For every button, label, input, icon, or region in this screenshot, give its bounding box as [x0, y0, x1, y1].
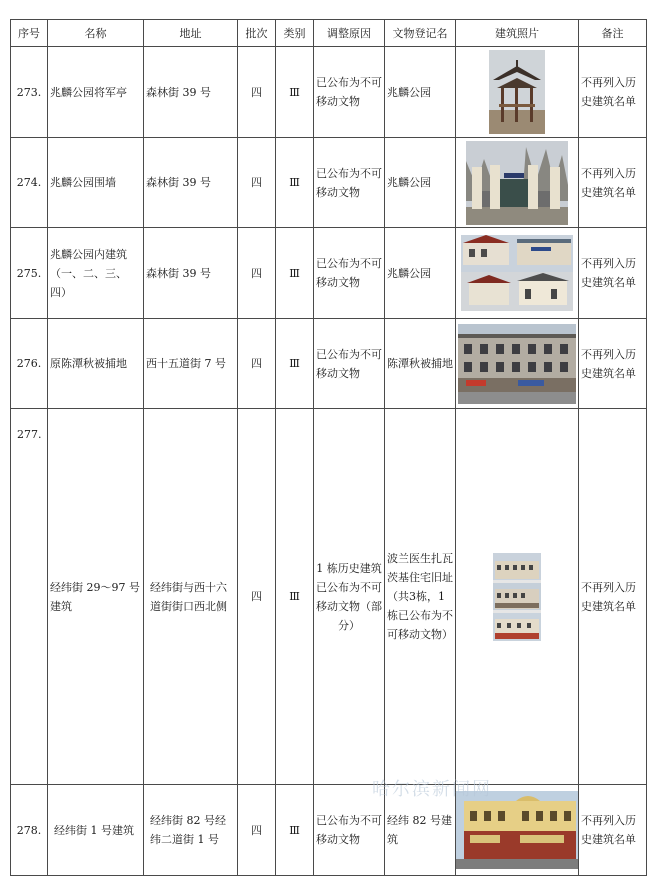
registered-name: 经纬 82 号建筑 [385, 785, 456, 876]
registered-name: 兆麟公园 [385, 138, 456, 228]
category: Ⅲ [276, 409, 314, 785]
adjust-reason: 1 栋历史建筑已公布为不可移动文物（部分） [314, 409, 385, 785]
street-buildings-photo [493, 553, 541, 641]
header-batch: 批次 [238, 20, 276, 47]
category: Ⅲ [276, 138, 314, 228]
registered-name: 兆麟公园 [385, 228, 456, 319]
remark: 不再列入历史建筑名单 [579, 228, 647, 319]
watermark: 哈尔滨新闻网 [372, 779, 492, 800]
building-address: 经纬街与西十六道街街口西北侧 [144, 409, 238, 785]
park-gate-photo [466, 141, 568, 225]
park-buildings-photo [461, 235, 573, 311]
header-reason: 调整原因 [314, 20, 385, 47]
building-address: 西十五道街 7 号 [144, 319, 238, 409]
registered-name: 兆麟公园 [385, 47, 456, 138]
batch: 四 [238, 785, 276, 876]
row-number: 277. [11, 409, 48, 785]
batch: 四 [238, 319, 276, 409]
batch: 四 [238, 409, 276, 785]
adjust-reason: 已公布为不可移动文物 [314, 785, 385, 876]
building-name: 兆麟公园围墙 [48, 138, 144, 228]
batch: 四 [238, 138, 276, 228]
arrest-site-photo [458, 324, 576, 404]
building-address: 经纬街 82 号经纬二道街 1 号 [144, 785, 238, 876]
corner-building-photo [456, 791, 578, 869]
building-name: 经纬街 29～97 号建筑 [48, 409, 144, 785]
table-row [11, 319, 647, 409]
row-number: 273. [11, 47, 48, 138]
building-address: 森林街 39 号 [144, 47, 238, 138]
header-name: 名称 [48, 20, 144, 47]
table-row [11, 47, 647, 138]
building-name: 经纬街 1 号建筑 [48, 785, 144, 876]
batch: 四 [238, 228, 276, 319]
registered-name: 陈潭秋被捕地 [385, 319, 456, 409]
adjust-reason: 已公布为不可移动文物 [314, 47, 385, 138]
table-row [11, 228, 647, 319]
row-number: 274. [11, 138, 48, 228]
table-row [11, 785, 647, 876]
pavilion-photo [489, 50, 545, 134]
header-no: 序号 [11, 20, 48, 47]
header-photo: 建筑照片 [456, 20, 579, 47]
category: Ⅲ [276, 785, 314, 876]
heritage-table [10, 19, 647, 876]
category: Ⅲ [276, 47, 314, 138]
adjust-reason: 已公布为不可移动文物 [314, 228, 385, 319]
building-address: 森林街 39 号 [144, 138, 238, 228]
row-number: 275. [11, 228, 48, 319]
remark: 不再列入历史建筑名单 [579, 319, 647, 409]
header-reg-name: 文物登记名 [385, 20, 456, 47]
remark: 不再列入历史建筑名单 [579, 409, 647, 785]
registered-name: 波兰医生扎瓦茨基住宅旧址（共3栋，1 栋已公布为不可移动文物） [385, 409, 456, 785]
batch: 四 [238, 47, 276, 138]
building-name: 兆麟公园内建筑（一、二、三、四） [48, 228, 144, 319]
adjust-reason: 已公布为不可移动文物 [314, 138, 385, 228]
remark: 不再列入历史建筑名单 [579, 785, 647, 876]
table-row [11, 409, 647, 785]
building-name: 原陈潭秋被捕地 [48, 319, 144, 409]
category: Ⅲ [276, 228, 314, 319]
remark: 不再列入历史建筑名单 [579, 138, 647, 228]
table-header-row [11, 20, 647, 47]
building-address: 森林街 39 号 [144, 228, 238, 319]
remark: 不再列入历史建筑名单 [579, 47, 647, 138]
row-number: 278. [11, 785, 48, 876]
header-remark: 备注 [579, 20, 647, 47]
header-address: 地址 [144, 20, 238, 47]
header-category: 类别 [276, 20, 314, 47]
adjust-reason: 已公布为不可移动文物 [314, 319, 385, 409]
row-number: 276. [11, 319, 48, 409]
table-row [11, 138, 647, 228]
category: Ⅲ [276, 319, 314, 409]
building-name: 兆麟公园将军亭 [48, 47, 144, 138]
